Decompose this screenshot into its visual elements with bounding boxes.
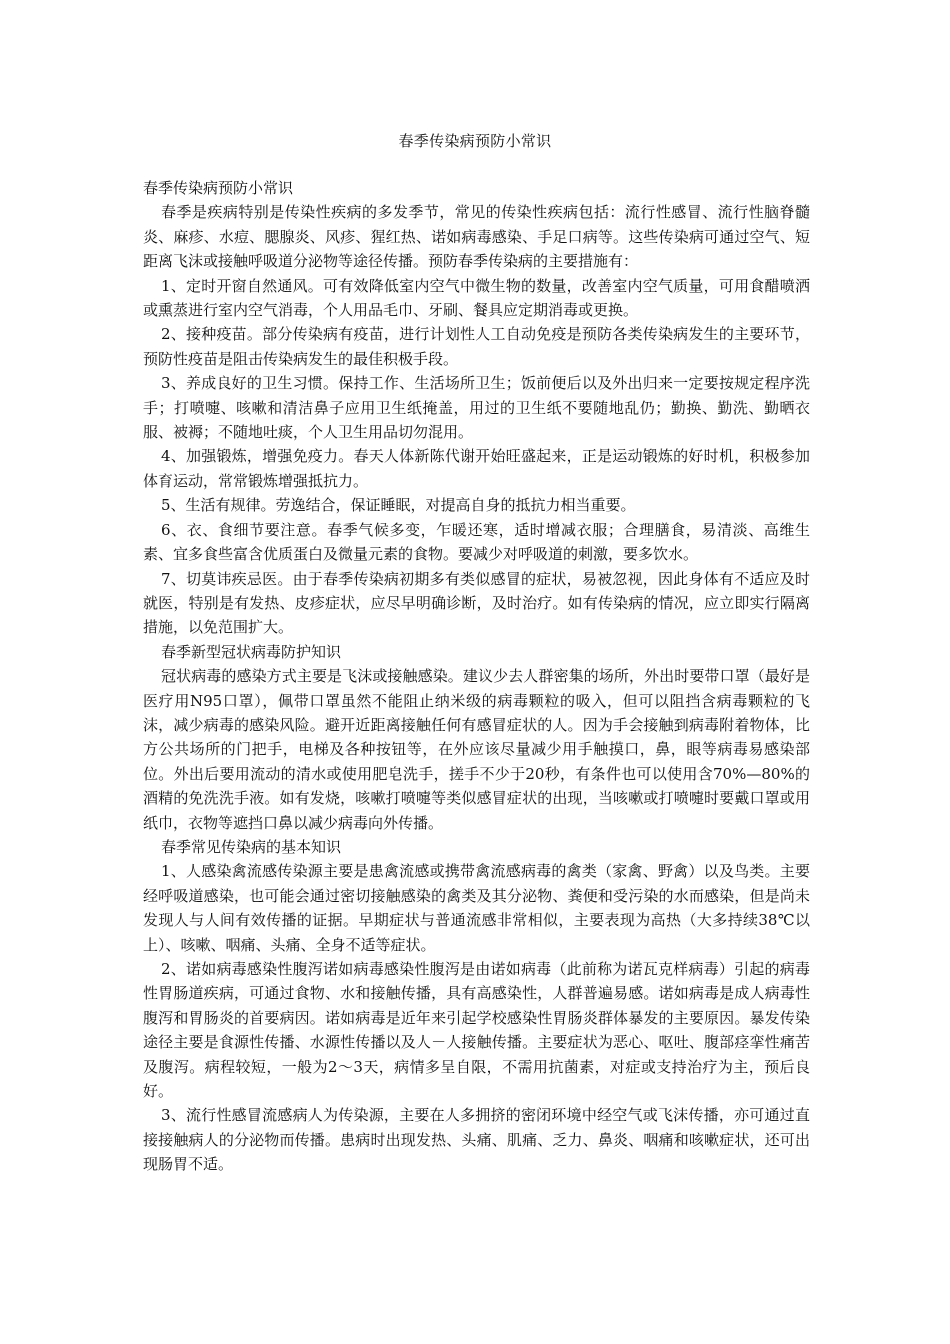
disease-item-2: 2、诺如病毒感染性腹泻诺如病毒感染性腹泻是由诺如病毒（此前称为诺瓦克样病毒）引起的病毒性胃肠道疾病，可通过食物、水和接触传播，具有高感染性，人群普遍易感。诺如病毒是成人病毒性腹泻和胃肠炎的首要病因。诺如病毒是近年来引起学校感染性胃肠炎群体暴发的主要原因。暴发传染途径主要是食源性传播、水源性传播以及人－人接触传播。主要症状为恶心、呕吐、腹部痉挛性痛苦及腹泻。病程较短，一般为2～3天，病情多呈自限，不需用抗菌素，对症或支持治疗为主，预后良好。 [143, 960, 810, 1101]
disease-item-1: 1、人感染禽流感传染源主要是患禽流感或携带禽流感病毒的禽类（家禽、野禽）以及鸟类。主要经呼吸道感染，也可能会通过密切接触感染的禽类及其分泌物、粪便和受污染的水而感染，但是尚未发现人与人间有效传播的证据。早期症状与普通流感非常相似，主要表现为高热（大多持续38℃以上）、咳嗽、咽痛、头痛、全身不适等症状。 [143, 862, 810, 954]
subsection-heading-common-diseases: 春季常见传染病的基本知识 [161, 837, 342, 856]
measure-item-3: 3、养成良好的卫生习惯。保持工作、生活场所卫生；饭前便后以及外出归来一定要按规定程序洗手；打喷嚏、咳嗽和清洁鼻子应用卫生纸掩盖，用过的卫生纸不要随地乱仍；勤换、勤洗、勤晒衣服、被褥；不随地吐痰，个人卫生用品切勿混用。 [143, 374, 810, 442]
disease-item-3: 3、流行性感冒流感病人为传染源，主要在人多拥挤的密闭环境中经空气或飞沫传播，亦可通过直接接触病人的分泌物而传播。患病时出现发热、头痛、肌痛、乏力、鼻炎、咽痛和咳嗽症状，还可出现肠胃不适。 [143, 1106, 810, 1174]
subsection-heading-coronavirus: 春季新型冠状病毒防护知识 [161, 642, 342, 661]
section-heading: 春季传染病预防小常识 [143, 179, 294, 197]
document-title: 春季传染病预防小常识 [398, 132, 552, 150]
intro-paragraph: 春季是疾病特别是传染性疾病的多发季节，常见的传染性疾病包括：流行性感冒、流行性脑脊髓炎、麻疹、水痘、腮腺炎、风疹、猩红热、诺如病毒感染、手足口病等。这些传染病可通过空气、短距离飞沫或接触呼吸道分泌物等途径传播。预防春季传染病的主要措施有： [143, 203, 810, 271]
measure-item-2: 2、接种疫苗。部分传染病有疫苗，进行计划性人工自动免疫是预防各类传染病发生的主要环节，预防性疫苗是阻击传染病发生的最佳积极手段。 [143, 325, 810, 368]
coronavirus-paragraph: 冠状病毒的感染方式主要是飞沫或接触感染。建议少去人群密集的场所，外出时要带口罩（最好是医疗用N95口罩），佩带口罩虽然不能阻止纳米级的病毒颗粒的吸入，但可以阻挡含病毒颗粒的飞沫，减少病毒的感染风险。避开近距离接触任何有感冒症状的人。因为手会接触到病毒附着物体，比方公共场所的门把手，电梯及各种按钮等，在外应该尽量减少用手触摸口，鼻，眼等病毒易感染部位。外出后要用流动的清水或使用肥皂洗手，搓手不少于20秒，有条件也可以使用含70%—80%的酒精的免洗洗手液。如有发烧，咳嗽打喷嚏等类似感冒症状的出现，当咳嗽或打喷嚏时要戴口罩或用纸巾，衣物等遮挡口鼻以减少病毒向外传播。 [143, 667, 810, 832]
measure-item-1: 1、定时开窗自然通风。可有效降低室内空气中微生物的数量，改善室内空气质量，可用食醋喷洒或熏蒸进行室内空气消毒，个人用品毛巾、牙刷、餐具应定期消毒或更换。 [143, 276, 810, 320]
document-body [143, 176, 810, 1177]
measure-item-7: 7、切莫讳疾忌医。由于春季传染病初期多有类似感冒的症状，易被忽视，因此身体有不适应及时就医，特别是有发热、皮疹症状，应尽早明确诊断，及时治疗。如有传染病的情况，应立即实行隔离措施，以免范围扩大。 [143, 569, 810, 637]
measure-item-4: 4、加强锻炼，增强免疫力。春天人体新陈代谢开始旺盛起来，正是运动锻炼的好时机，积极参加体育运动，常常锻炼增强抵抗力。 [143, 447, 810, 490]
measure-item-6: 6、衣、食细节要注意。春季气候多变，乍暖还寒，适时增减衣服；合理膳食，易清淡、高维生素、宜多食些富含优质蛋白及微量元素的食物。要减少对呼吸道的刺激，要多饮水。 [143, 520, 810, 564]
measure-item-5: 5、生活有规律。劳逸结合，保证睡眠，对提高自身的抵抗力相当重要。 [161, 496, 636, 515]
